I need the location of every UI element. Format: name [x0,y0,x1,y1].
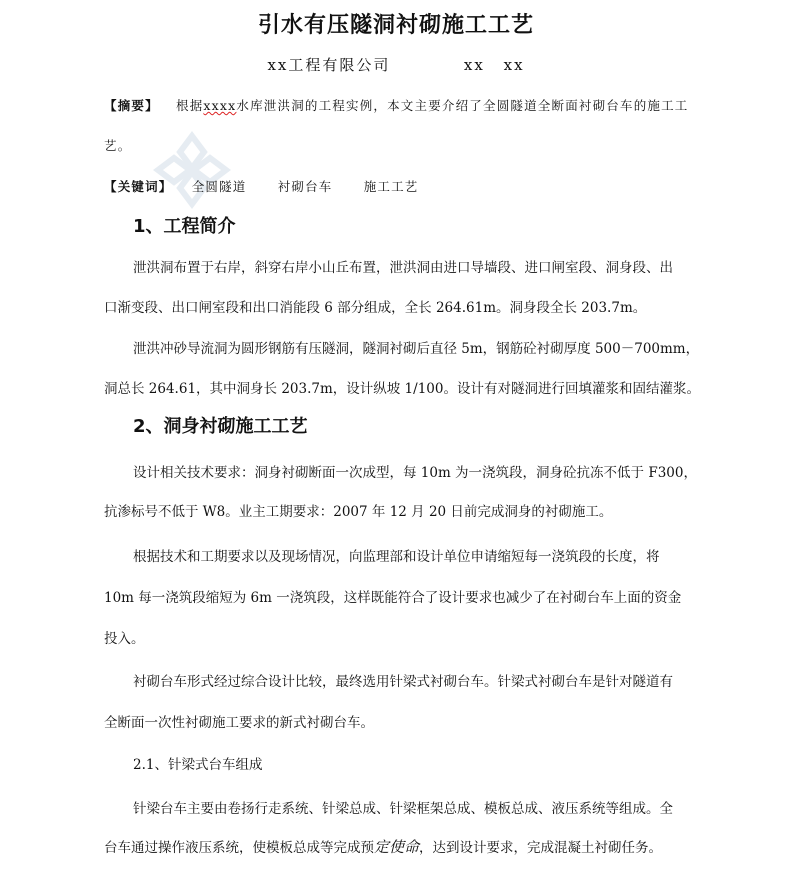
author-line [0,54,792,75]
s21-p1-line2-a: 台车通过操作液压系统，使模板总成等完成预 [104,840,374,856]
s2-p1-line2: 抗渗标号不低于 W8。业主工期要求：2007 年 12 月 20 日前完成洞身的衬砌施工。 [104,504,613,520]
s1-p1-line2: 口渐变段、出口闸室段和出口消能段 6 部分组成，全长 264.61m。洞身段全长 203.7m。 [104,300,647,316]
s2-p3-line2: 全断面一次性衬砌施工要求的新式衬砌台车。 [104,715,374,731]
s2-p2-line3: 投入。 [104,631,145,647]
logo-watermark-icon [152,130,232,210]
keywords-label: 【关键词】 [104,179,173,194]
author-company: xx工程有限公司 [267,56,391,74]
abstract-text-b: 水库泄洪洞的工程实例，本文主要介绍了全圆隧道全断面衬砌台车的施工工 [236,98,689,113]
keyword-3: 施工工艺 [363,179,419,194]
s21-p1-line2 [104,836,662,857]
keyword-2: 衬砌台车 [277,179,333,194]
s2-p2-line2: 10m 每一浇筑段缩短为 6m 一浇筑段，这样既能符合了设计要求也减少了在衬砌台车上面的资金 [104,590,682,606]
author-name-2: xx [503,56,525,74]
s1-p2-line2: 洞总长 264.61，其中洞身长 203.7m，设计纵坡 1/100。设计有对隧洞进行回填灌浆和固结灌浆。 [104,381,700,397]
s1-p1-line1: 泄洪洞布置于右岸，斜穿右岸小山丘布置，泄洪洞由进口导墙段、进口闸室段、洞身段、出 [133,260,673,276]
abstract-placeholder: xxxx [203,98,237,113]
section-2-heading: 2、洞身衬砌施工工艺 [133,416,308,437]
s1-p2-line1: 泄洪冲砂导流洞为圆形钢筋有压隧洞，隧洞衬砌后直径 5m，钢筋砼衬砌厚度 500－700mm， [133,341,700,357]
keyword-1: 全圆隧道 [191,179,247,194]
abstract-label: 【摘要】 [104,98,159,113]
handwritten-insert: 定使命 [374,838,420,856]
s2-p3-line1: 衬砌台车形式经过综合设计比较，最终选用针梁式衬砌台车。针梁式衬砌台车是针对隧道有 [133,674,673,690]
author-name-1: xx [463,56,485,74]
subsection-2-1-heading: 2.1、针梁式台车组成 [133,757,263,773]
section-1-heading: 1、工程简介 [133,216,236,237]
s2-p1-line1: 设计相关技术要求：洞身衬砌断面一次成型，每 10m 为一浇筑段，洞身砼抗冻不低于 F300， [133,465,697,481]
s21-p1-line1: 针梁台车主要由卷扬行走系统、针梁总成、针梁框架总成、模板总成、液压系统等组成。全 [133,801,673,817]
document-title: 引水有压隧洞衬砌施工工艺 [257,12,534,38]
s2-p2-line1: 根据技术和工期要求以及现场情况，向监理部和设计单位申请缩短每一浇筑段的长度，将 [133,549,660,565]
abstract-text-a: 根据 [176,98,204,113]
s21-p1-line2-b: ，达到设计要求，完成混凝土衬砌任务。 [419,840,663,856]
abstract-line-2: 艺。 [104,138,132,153]
